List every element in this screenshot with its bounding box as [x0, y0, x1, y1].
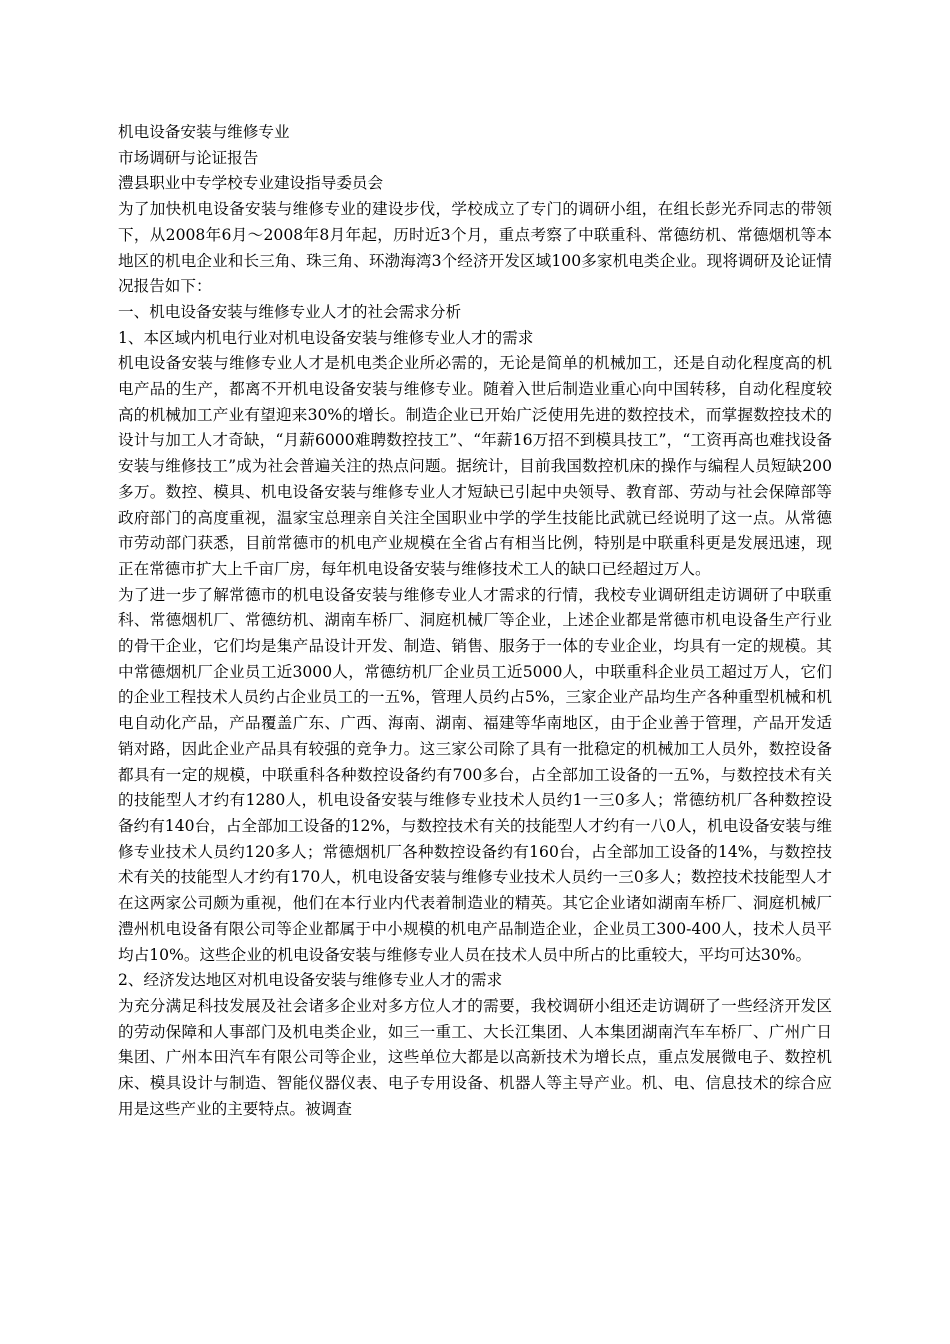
body-paragraph: 为充分满足科技发展及社会诸多企业对多方位人才的需要，我校调研小组还走访调研了一些经济开发区的劳动保障和人事部门及机电类企业，如三一重工、大长江集团、人本集团湖南汽车车桥厂、广州广日集团、广州本田汽车有限公司等企业，这些单位大都是以高新技术为增长点，重点发展微电子、数控机床、模具设计与制造、智能仪器仪表、电子专用设备、机器人等主导产业。机、电、信息技术的综合应用是这些产业的主要特点。被调查 — [118, 996, 832, 1118]
document-subtitle: 市场调研与论证报告 — [118, 148, 259, 167]
intro-paragraph: 为了加快机电设备安装与维修专业的建设步伐，学校成立了专门的调研小组，在组长彭光乔同志的带领下，从2008年6月～2008年8月年起，历时近3个月，重点考察了中联重科、常德纺机、常德烟机等本地区的机电企业和长三角、珠三角、环渤海湾3个经济开发区域100多家机电类企业。现将调研及论证情况报告如下： — [118, 200, 832, 296]
document-title: 机电设备安装与维修专业 — [118, 123, 290, 141]
subsection-heading: 1、本区域内机电行业对机电设备安装与维修专业人才的需求 — [118, 328, 534, 347]
document-page — [118, 120, 832, 1122]
subsection-heading: 2、经济发达地区对机电设备安装与维修专业人才的需求 — [118, 971, 503, 990]
section-heading: 一、机电设备安装与维修专业人才的社会需求分析 — [118, 302, 462, 321]
document-author: 澧县职业中专学校专业建设指导委员会 — [118, 174, 384, 193]
body-paragraph: 机电设备安装与维修专业人才是机电类企业所必需的，无论是简单的机械加工，还是自动化程度高的机电产品的生产，都离不开机电设备安装与维修专业。随着入世后制造业重心向中国转移，自动化程度较高的机械加工产业有望迎来30%的增长。制造企业已开始广泛使用先进的数控技术，而掌握数控技术的设计与加工人才奇缺，“月薪6000难聘数控技工”、“年薪16万招不到模具技工”，“工资再高也难找设备安装与维修技工”成为社会普遍关注的热点问题。据统计，目前我国数控机床的操作与编程人员短缺200多万。数控、模具、机电设备安装与维修专业人才短缺已引起中央领导、教育部、劳动与社会保障部等政府部门的高度重视，温家宝总理亲自关注全国职业中学的学生技能比武就已经说明了这一点。从常德市劳动部门获悉，目前常德市的机电产业规模在全省占有相当比例，特别是中联重科更是发展迅速，现正在常德市扩大上千亩厂房，每年机电设备安装与维修技术工人的缺口已经超过万人。 — [118, 354, 832, 578]
body-paragraph: 为了进一步了解常德市的机电设备安装与维修专业人才需求的行情，我校专业调研组走访调研了中联重科、常德烟机厂、常德纺机、湖南车桥厂、洞庭机械厂等企业，上述企业都是常德市机电设备生产行业的骨干企业，它们均是集产品设计开发、制造、销售、服务于一体的专业企业，均具有一定的规模。其中常德烟机厂企业员工近3000人，常德纺机厂企业员工近5000人，中联重科企业员工超过万人，它们的企业工程技术人员约占企业员工的一五%，管理人员约占5%，三家企业产品均生产各种重型机械和机电自动化产品，产品覆盖广东、广西、海南、湖南、福建等华南地区，由于企业善于管理，产品开发适销对路，因此企业产品具有较强的竞争力。这三家公司除了具有一批稳定的机械加工人员外，数控设备都具有一定的规模，中联重科各种数控设备约有700多台，占全部加工设备的一五%，与数控技术有关的技能型人才约有1280人，机电设备安装与维修专业技术人员约1一三0多人；常德纺机厂各种数控设备约有140台，占全部加工设备的12%，与数控技术有关的技能型人才约有一八0人，机电设备安装与维修专业技术人员约120多人；常德烟机厂各种数控设备约有160台，占全部加工设备的14%，与数控技术有关的技能型人才约有170人，机电设备安装与维修专业技术人员约一三0多人；数控技术技能型人才在这两家公司颇为重视，他们在本行业内代表着制造业的精英。其它企业诸如湖南车桥厂、洞庭机械厂澧州机电设备有限公司等企业都属于中小规模的机电产品制造企业，企业员工300-400人，技术人员平均占10%。这些企业的机电设备安装与维修专业人员在技术人员中所占的比重较大，平均可达30%。 — [118, 585, 832, 964]
